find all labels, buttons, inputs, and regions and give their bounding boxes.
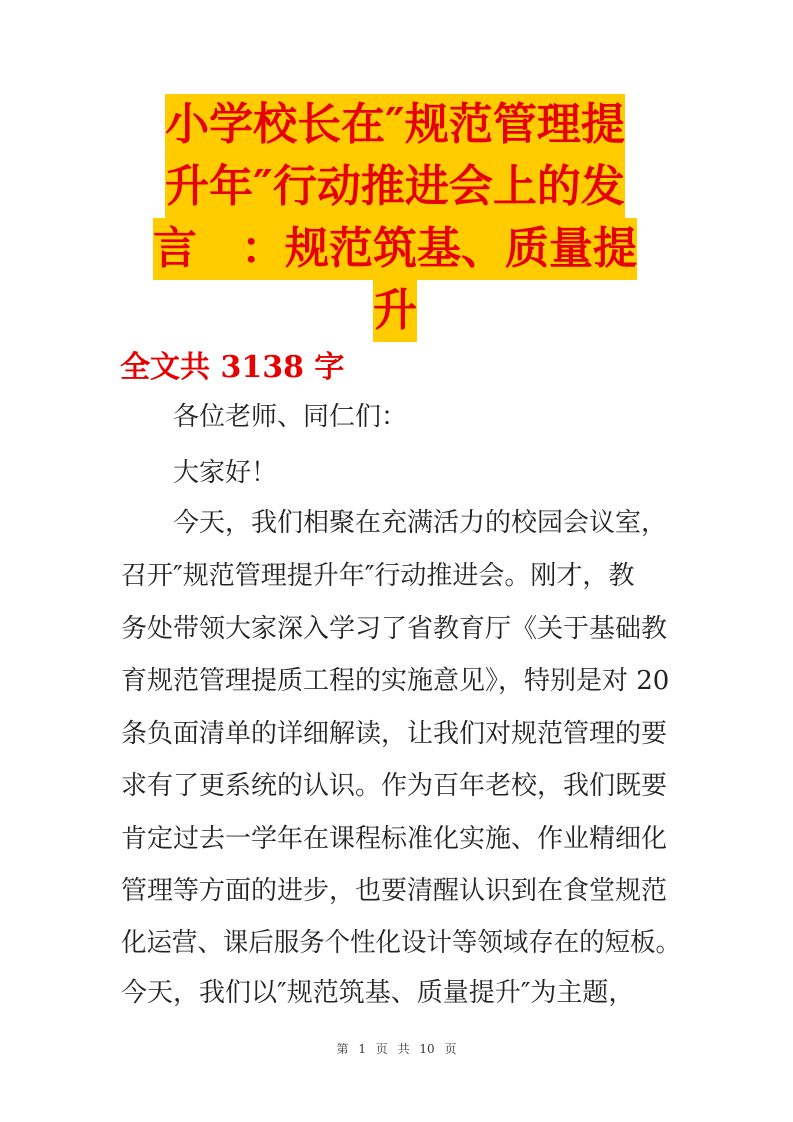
body-line: 肯定过去一学年在课程标准化实施、作业精细化	[121, 824, 668, 854]
body-line: 求有了更系统的认识。作为百年老校，我们既要	[121, 771, 668, 801]
body-line: 化运营、课后服务个性化设计等领域存在的短板。	[121, 928, 682, 958]
title-line: 言 ：规范筑基、质量提	[153, 218, 637, 280]
title-line: 升	[373, 280, 417, 342]
document-title	[125, 94, 665, 342]
body-line: 各位老师、同仁们：	[121, 402, 408, 432]
page-footer: 第 1 页 共 10 页	[336, 1042, 457, 1056]
body-line: 育规范管理提质工程的实施意见》，特别是对 20	[121, 666, 670, 696]
body-line: 召开″规范管理提升年″行动推进会。刚才，教	[121, 561, 635, 591]
word-count: 全文共 3138 字	[120, 350, 345, 385]
title-line: 小学校长在″规范管理提	[165, 94, 625, 156]
body-line: 务处带领大家深入学习了省教育厅《关于基础教	[121, 614, 668, 644]
body-line: 今天，我们相聚在充满活力的校园会议室，	[121, 508, 668, 538]
title-line: 升年″行动推进会上的发	[165, 156, 625, 218]
body-line: 今天，我们以″规范筑基、质量提升″为主题，	[121, 978, 635, 1008]
body-line: 大家好！	[121, 458, 278, 488]
body-line: 条负面清单的详细解读，让我们对规范管理的要	[121, 719, 668, 749]
body-line: 管理等方面的进步，也要清醒认识到在食堂规范	[121, 876, 668, 906]
